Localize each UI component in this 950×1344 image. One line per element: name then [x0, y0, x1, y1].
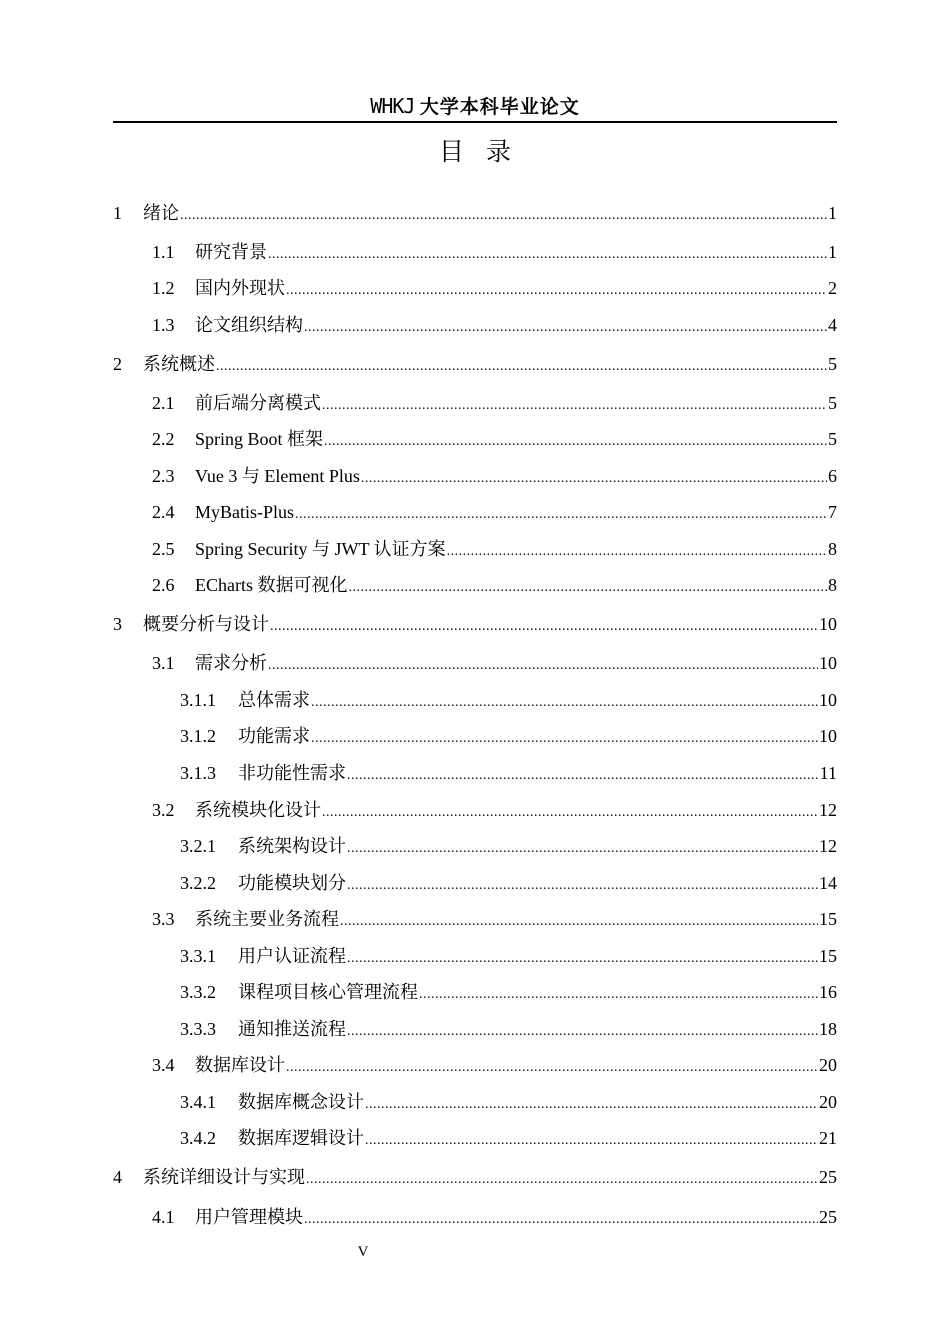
toc-entry-number: 3.2	[152, 800, 175, 820]
toc-leader-dots	[347, 873, 818, 899]
toc-entry-title: 国内外现状	[195, 278, 285, 298]
toc-entry-page: 1	[828, 203, 837, 223]
toc-entry-title: 论文组织结构	[195, 315, 303, 335]
toc-entry-number: 3	[113, 614, 122, 634]
toc-entry[interactable]	[113, 979, 837, 1005]
page-number: V	[357, 1244, 369, 1260]
toc-leader-dots	[340, 909, 818, 935]
toc-entry-page: 10	[819, 614, 837, 634]
toc-entry[interactable]	[113, 797, 837, 823]
toc-entry-number: 1.1	[152, 242, 175, 262]
toc-entry-page: 10	[819, 690, 837, 710]
toc-entry-number: 3.2.2	[180, 873, 216, 893]
toc-entry-title: 数据库概念设计	[238, 1092, 364, 1112]
toc-leader-dots	[311, 726, 818, 752]
toc-leader-dots	[268, 653, 818, 679]
toc-leader-dots	[304, 315, 827, 341]
toc-leader-dots	[347, 763, 819, 789]
toc-entry[interactable]	[113, 760, 837, 786]
toc-entry-number: 1	[113, 203, 122, 223]
toc-entry-page: 8	[828, 539, 837, 559]
toc-entry-page: 7	[828, 502, 837, 522]
toc-leader-dots	[216, 354, 827, 380]
toc-entry-title: 研究背景	[195, 242, 267, 262]
toc-leader-dots	[419, 982, 818, 1008]
toc-entry[interactable]	[113, 536, 837, 562]
toc-entry-page: 11	[819, 763, 837, 783]
toc-title: 目录	[438, 137, 533, 166]
toc-entry-page: 15	[819, 946, 837, 966]
toc-entry-page: 20	[819, 1055, 837, 1075]
toc-entry-title: 绪论	[143, 203, 179, 223]
toc-entry-title: 用户认证流程	[238, 946, 346, 966]
toc-entry-page: 12	[819, 800, 837, 820]
toc-entry[interactable]	[113, 1125, 837, 1151]
toc-leader-dots	[306, 1167, 818, 1193]
toc-entry-title: 数据库逻辑设计	[238, 1128, 364, 1148]
toc-entry[interactable]	[113, 687, 837, 713]
toc-entry-title: 概要分析与设计	[143, 614, 269, 634]
header-rule	[113, 121, 837, 123]
toc-leader-dots	[180, 203, 827, 229]
toc-entry-title: Vue 3 与 Element Plus	[195, 466, 360, 486]
toc-entry[interactable]	[113, 1016, 837, 1042]
toc-leader-dots	[447, 539, 827, 565]
toc-leader-dots	[324, 429, 827, 455]
toc-entry-page: 10	[819, 653, 837, 673]
toc-leader-dots	[361, 466, 827, 492]
toc-entry-page: 6	[828, 466, 837, 486]
toc-entry[interactable]	[113, 390, 837, 416]
toc-entry-number: 3.1.2	[180, 726, 216, 746]
toc-entry-number: 3.1.1	[180, 690, 216, 710]
toc-entry[interactable]	[113, 351, 837, 377]
toc-leader-dots	[286, 278, 827, 304]
toc-entry[interactable]	[113, 499, 837, 525]
header-title: 大学本科毕业论文	[419, 96, 580, 118]
toc-entry-page: 14	[819, 873, 837, 893]
toc-entry-page: 16	[819, 982, 837, 1002]
toc-entry-number: 2.5	[152, 539, 175, 559]
toc-entry-title: Spring Boot 框架	[195, 429, 324, 449]
toc-entry-number: 4.1	[152, 1207, 175, 1227]
toc-entry-title: 系统主要业务流程	[195, 909, 339, 929]
toc-leader-dots	[347, 946, 818, 972]
toc-entry-number: 3.3.1	[180, 946, 216, 966]
toc-entry-page: 15	[819, 909, 837, 929]
toc-entry[interactable]	[113, 723, 837, 749]
toc-entry-number: 2	[113, 354, 122, 374]
toc-entry-page: 18	[819, 1019, 837, 1039]
toc-leader-dots	[304, 1207, 818, 1233]
toc-leader-dots	[365, 1128, 818, 1154]
toc-entry-title: 功能需求	[238, 726, 310, 746]
toc-entry-number: 1.3	[152, 315, 175, 335]
toc-entry[interactable]	[113, 870, 837, 896]
toc-leader-dots	[347, 836, 818, 862]
toc-leader-dots	[322, 800, 818, 826]
toc-leader-dots	[286, 1055, 818, 1081]
toc-entry[interactable]	[113, 906, 837, 932]
toc-entry-title: 用户管理模块	[195, 1207, 303, 1227]
toc-entry-title: 系统概述	[143, 354, 215, 374]
toc-entry-number: 2.3	[152, 466, 175, 486]
toc-entry-number: 2.6	[152, 575, 175, 595]
toc-entry-number: 3.1.3	[180, 763, 216, 783]
toc-entry-number: 1.2	[152, 278, 175, 298]
toc-entry[interactable]	[113, 200, 837, 226]
toc-entry-number: 2.4	[152, 502, 175, 522]
toc-entry-title: 系统模块化设计	[195, 800, 321, 820]
toc-entry-number: 3.4.1	[180, 1092, 216, 1112]
toc-entry-title: 通知推送流程	[238, 1019, 346, 1039]
toc-entry-page: 2	[828, 278, 837, 298]
toc-entry-title: 课程项目核心管理流程	[238, 982, 418, 1002]
toc-entry[interactable]	[113, 1089, 837, 1115]
toc-entry[interactable]	[113, 1204, 837, 1230]
toc-entry-page: 1	[828, 242, 837, 262]
toc-entry-title: MyBatis-Plus	[195, 502, 295, 522]
toc-entry-title: 非功能性需求	[238, 763, 346, 783]
toc-entry[interactable]	[113, 426, 837, 452]
toc-leader-dots	[349, 575, 828, 601]
toc-entry-title: 总体需求	[238, 690, 310, 710]
toc-entry-page: 20	[819, 1092, 837, 1112]
toc-entry[interactable]	[113, 833, 837, 859]
toc-entry-page: 4	[828, 315, 837, 335]
toc-entry-page: 5	[828, 393, 837, 413]
running-header	[113, 92, 837, 121]
toc-entry-number: 3.4.2	[180, 1128, 216, 1148]
toc-leader-dots	[347, 1019, 818, 1045]
toc-entry[interactable]	[113, 611, 837, 637]
toc-entry[interactable]	[113, 275, 837, 301]
toc-entry-number: 3.4	[152, 1055, 175, 1075]
toc-entry-page: 10	[819, 726, 837, 746]
toc-leader-dots	[295, 502, 827, 528]
toc-leader-dots	[270, 614, 818, 640]
toc-entry-number: 2.1	[152, 393, 175, 413]
toc-entry-title: Spring Security 与 JWT 认证方案	[195, 539, 446, 559]
header-brand: WHKJ	[370, 94, 415, 118]
toc-entry-number: 3.3.3	[180, 1019, 216, 1039]
toc-entry[interactable]	[113, 650, 837, 676]
toc-entry-title: 需求分析	[195, 653, 267, 673]
toc-entry[interactable]	[113, 943, 837, 969]
toc-entry-title: 系统详细设计与实现	[143, 1167, 305, 1187]
toc-leader-dots	[322, 393, 827, 419]
toc-entry-page: 8	[828, 575, 837, 595]
toc-entry-page: 12	[819, 836, 837, 856]
toc-leader-dots	[311, 690, 818, 716]
toc-entry-title: 系统架构设计	[238, 836, 346, 856]
toc-entry-page: 5	[828, 429, 837, 449]
toc-leader-dots	[365, 1092, 818, 1118]
toc-entry-page: 25	[819, 1207, 837, 1227]
toc-entry-number: 3.3.2	[180, 982, 216, 1002]
toc-entry[interactable]	[113, 572, 837, 598]
toc-entry-number: 3.3	[152, 909, 175, 929]
toc-entry-title: 功能模块划分	[238, 873, 346, 893]
toc-entry-page: 5	[828, 354, 837, 374]
toc-entry-page: 25	[819, 1167, 837, 1187]
toc-entry-number: 2.2	[152, 429, 175, 449]
toc-entry-title: ECharts 数据可视化	[195, 575, 348, 595]
toc-entry-number: 3.2.1	[180, 836, 216, 856]
toc-entry[interactable]	[113, 1164, 837, 1190]
toc-entry[interactable]	[113, 463, 837, 489]
toc-entry[interactable]	[113, 312, 837, 338]
toc-entry-number: 4	[113, 1167, 122, 1187]
toc-leader-dots	[268, 242, 827, 268]
toc-entry-title: 数据库设计	[195, 1055, 285, 1075]
toc-entry[interactable]	[113, 1052, 837, 1078]
toc-entry-page: 21	[819, 1128, 837, 1148]
toc-entry-title: 前后端分离模式	[195, 393, 321, 413]
toc-entry[interactable]	[113, 239, 837, 265]
toc-entry-number: 3.1	[152, 653, 175, 673]
